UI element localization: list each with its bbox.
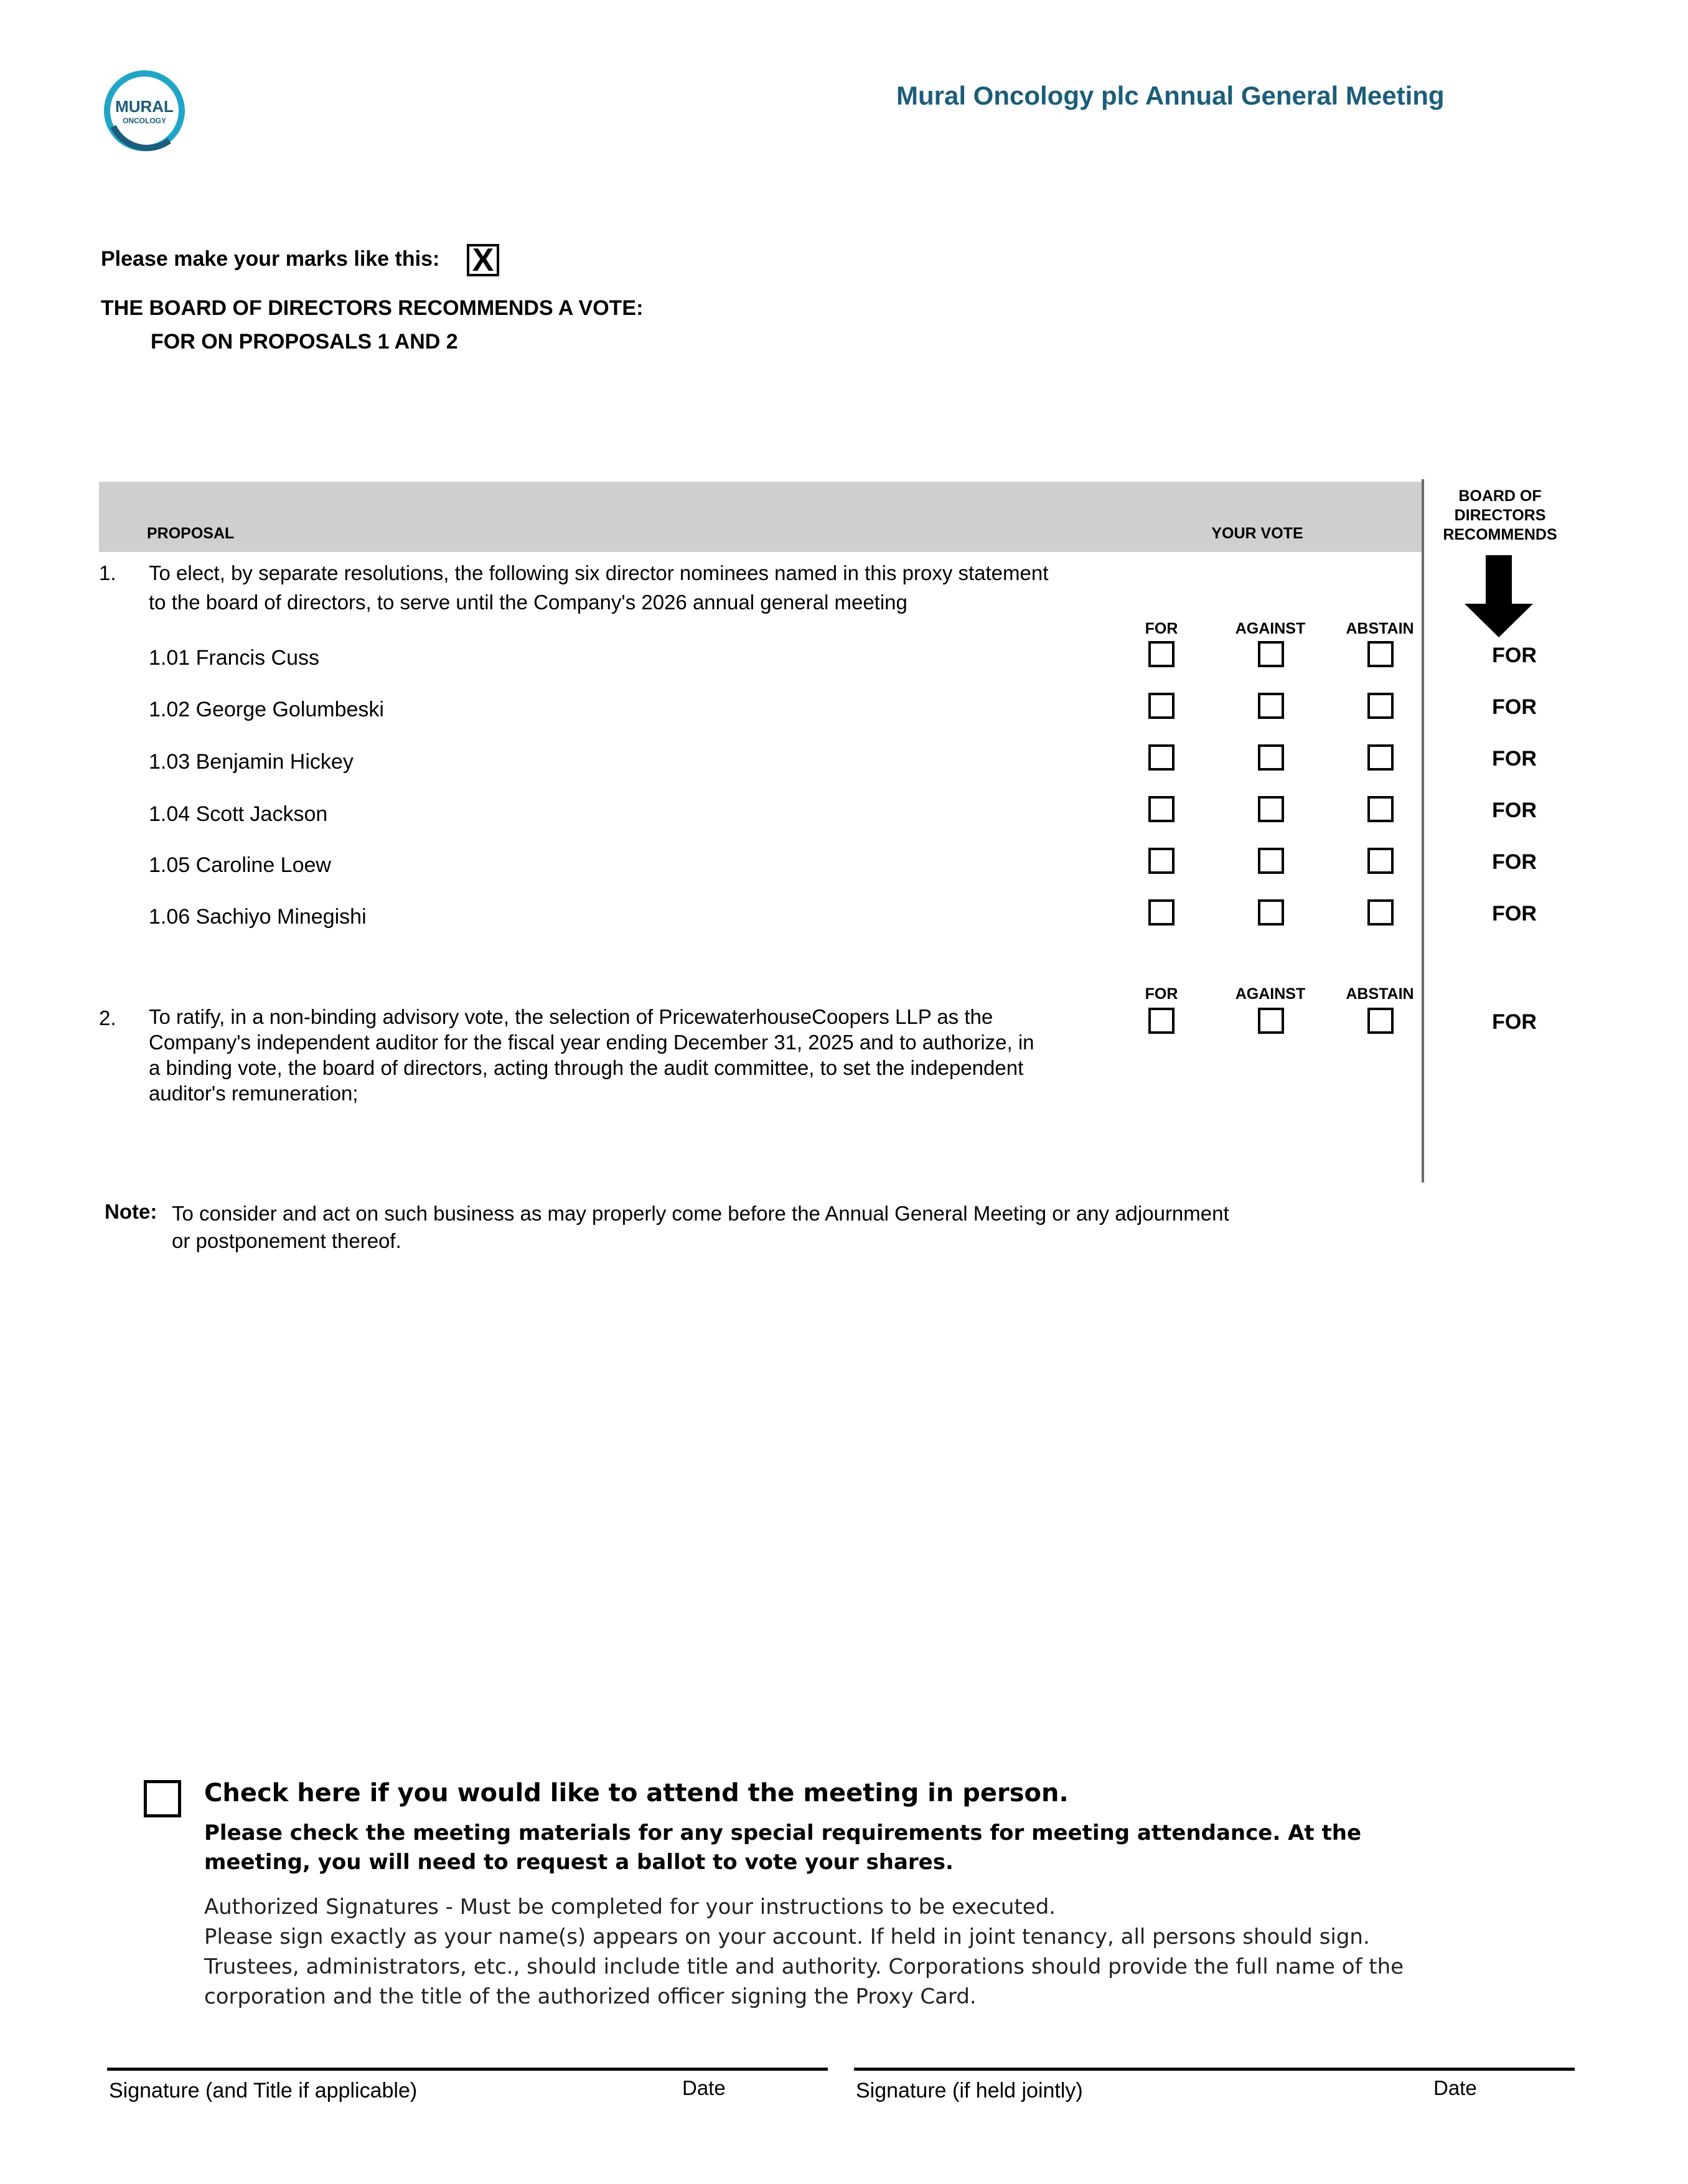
proposal-2-abstain-header: ABSTAIN bbox=[1346, 985, 1414, 1003]
proposal-1-number: 1. bbox=[99, 561, 116, 584]
marks-instruction: Please make your marks like this: bbox=[101, 247, 440, 271]
nominee-1-02-for-checkbox[interactable] bbox=[1148, 693, 1175, 719]
note-text bbox=[172, 1200, 1354, 1255]
nominee-1-06-recommendation: FOR bbox=[1492, 902, 1537, 926]
proposal-1-text-line1: To elect, by separate resolutions, the following six director nominees named in this proxy statement bbox=[149, 561, 1049, 584]
nominee-1-05-abstain-checkbox[interactable] bbox=[1367, 848, 1394, 874]
meeting-title: Mural Oncology plc Annual General Meeting bbox=[896, 81, 1445, 110]
nominee-1-01-label: 1.01 Francis Cuss bbox=[149, 646, 319, 670]
nominee-1-03-recommendation: FOR bbox=[1492, 747, 1537, 771]
attend-in-person-checkbox[interactable] bbox=[144, 1780, 181, 1817]
signature-1-label: Signature (and Title if applicable) bbox=[109, 2079, 418, 2102]
proposal-2-recommendation: FOR bbox=[1492, 1010, 1537, 1034]
nominee-1-03-label: 1.03 Benjamin Hickey bbox=[149, 750, 354, 774]
nominee-1-02-abstain-checkbox[interactable] bbox=[1367, 693, 1394, 719]
nominee-1-02-against-checkbox[interactable] bbox=[1258, 693, 1284, 719]
authorized-signatures-text bbox=[204, 1892, 1461, 2012]
authorized-signatures-line2: Please sign exactly as your name(s) appears on your account. If held in joint tenancy, all persons should sign. Trustees, administrators, etc., should include title and authority. Corporations should provide the full name of the corporation and the title of the authorized officer signing the Proxy Card. bbox=[204, 1924, 1404, 2009]
nominee-1-04-recommendation: FOR bbox=[1492, 799, 1537, 822]
your-vote-column-header: YOUR VOTE bbox=[1211, 525, 1303, 542]
nominee-1-05-label: 1.05 Caroline Loew bbox=[149, 853, 331, 877]
date-2-label: Date bbox=[1433, 2076, 1477, 2099]
nominee-1-04-against-checkbox[interactable] bbox=[1258, 796, 1284, 822]
note-text-line1: To consider and act on such business as may properly come before the Annual General Meeting or any adjournment bbox=[172, 1202, 1229, 1225]
nominee-1-04-label: 1.04 Scott Jackson bbox=[149, 802, 328, 826]
proposal-2-text-line2: Company's independent auditor for the fiscal year ending December 31, 2025 and to authorize, in bbox=[149, 1031, 1034, 1054]
proposal-2-number: 2. bbox=[99, 1006, 116, 1029]
nominee-1-03-abstain-checkbox[interactable] bbox=[1367, 744, 1394, 771]
nominee-1-06-label: 1.06 Sachiyo Minegishi bbox=[149, 905, 367, 929]
nominee-1-01-against-checkbox[interactable] bbox=[1258, 641, 1284, 667]
nominee-1-02-recommendation: FOR bbox=[1492, 695, 1537, 719]
signature-1-line[interactable] bbox=[107, 2068, 828, 2071]
proposal-2-against-header: AGAINST bbox=[1235, 985, 1306, 1003]
board-recommends-column-header: BOARD OF DIRECTORS RECOMMENDS bbox=[1443, 487, 1557, 543]
nominee-1-06-abstain-checkbox[interactable] bbox=[1367, 899, 1394, 926]
date-1-label: Date bbox=[682, 2076, 726, 2099]
board-recommendation-line: FOR ON PROPOSALS 1 AND 2 bbox=[151, 330, 458, 354]
note-text-line2: or postponement thereof. bbox=[172, 1229, 401, 1252]
nominee-1-05-for-checkbox[interactable] bbox=[1148, 848, 1175, 874]
down-arrow-icon bbox=[1465, 555, 1533, 637]
nominee-1-01-abstain-checkbox[interactable] bbox=[1367, 641, 1394, 667]
nominee-1-06-against-checkbox[interactable] bbox=[1258, 899, 1284, 926]
nominee-1-03-for-checkbox[interactable] bbox=[1148, 744, 1175, 771]
proposal-2-for-checkbox[interactable] bbox=[1148, 1008, 1175, 1034]
nominee-1-02-label: 1.02 George Golumbeski bbox=[149, 698, 384, 721]
board-recommendation-heading: THE BOARD OF DIRECTORS RECOMMENDS A VOTE: bbox=[101, 296, 644, 320]
note-label: Note: bbox=[105, 1200, 157, 1223]
nominee-1-04-abstain-checkbox[interactable] bbox=[1367, 796, 1394, 822]
attend-in-person-title: Check here if you would like to attend the meeting in person. bbox=[204, 1779, 1069, 1807]
proposal-2-for-header: FOR bbox=[1145, 985, 1178, 1003]
proposal-2-text-line3: a binding vote, the board of directors, acting through the audit committee, to set the independent bbox=[149, 1056, 1024, 1079]
proposal-2-against-checkbox[interactable] bbox=[1258, 1008, 1284, 1034]
proposal-2-text-line1: To ratify, in a non-binding advisory vote, the selection of PricewaterhouseCoopers LLP as the bbox=[149, 1005, 993, 1028]
authorized-signatures-line1: Authorized Signatures - Must be completed for your instructions to be executed. bbox=[204, 1895, 1056, 1919]
attendance-requirements-text: Please check the meeting materials for any special requirements for meeting attendance. At the meeting, you will need to request a ballot to vote your shares. bbox=[204, 1821, 1362, 1875]
sample-marked-checkbox: X bbox=[467, 244, 499, 276]
nominee-1-01-recommendation: FOR bbox=[1492, 644, 1537, 667]
nominee-1-01-for-checkbox[interactable] bbox=[1148, 641, 1175, 667]
nominee-1-05-against-checkbox[interactable] bbox=[1258, 848, 1284, 874]
mural-oncology-logo bbox=[101, 67, 188, 154]
signature-2-line[interactable] bbox=[854, 2068, 1575, 2071]
logo-subtitle: ONCOLOGY bbox=[122, 116, 167, 125]
proposal-2-abstain-checkbox[interactable] bbox=[1367, 1008, 1394, 1034]
proposal-column-header: PROPOSAL bbox=[147, 525, 235, 542]
nominee-1-03-against-checkbox[interactable] bbox=[1258, 744, 1284, 771]
proposal-1-against-header: AGAINST bbox=[1235, 620, 1306, 637]
proposal-1-abstain-header: ABSTAIN bbox=[1346, 620, 1414, 637]
logo-wordmark: MURAL bbox=[115, 97, 174, 116]
board-column-divider bbox=[1422, 479, 1424, 1183]
logo-ring-accent bbox=[113, 126, 169, 148]
proposal-2-text-line4: auditor's remuneration; bbox=[149, 1082, 359, 1105]
proposal-1-text-line2: to the board of directors, to serve until the Company's 2026 annual general meeting bbox=[149, 591, 907, 614]
nominee-1-04-for-checkbox[interactable] bbox=[1148, 796, 1175, 822]
nominee-1-05-recommendation: FOR bbox=[1492, 850, 1537, 874]
signature-2-label: Signature (if held jointly) bbox=[856, 2079, 1083, 2102]
proposal-1-for-header: FOR bbox=[1145, 620, 1178, 637]
nominee-1-06-for-checkbox[interactable] bbox=[1148, 899, 1175, 926]
